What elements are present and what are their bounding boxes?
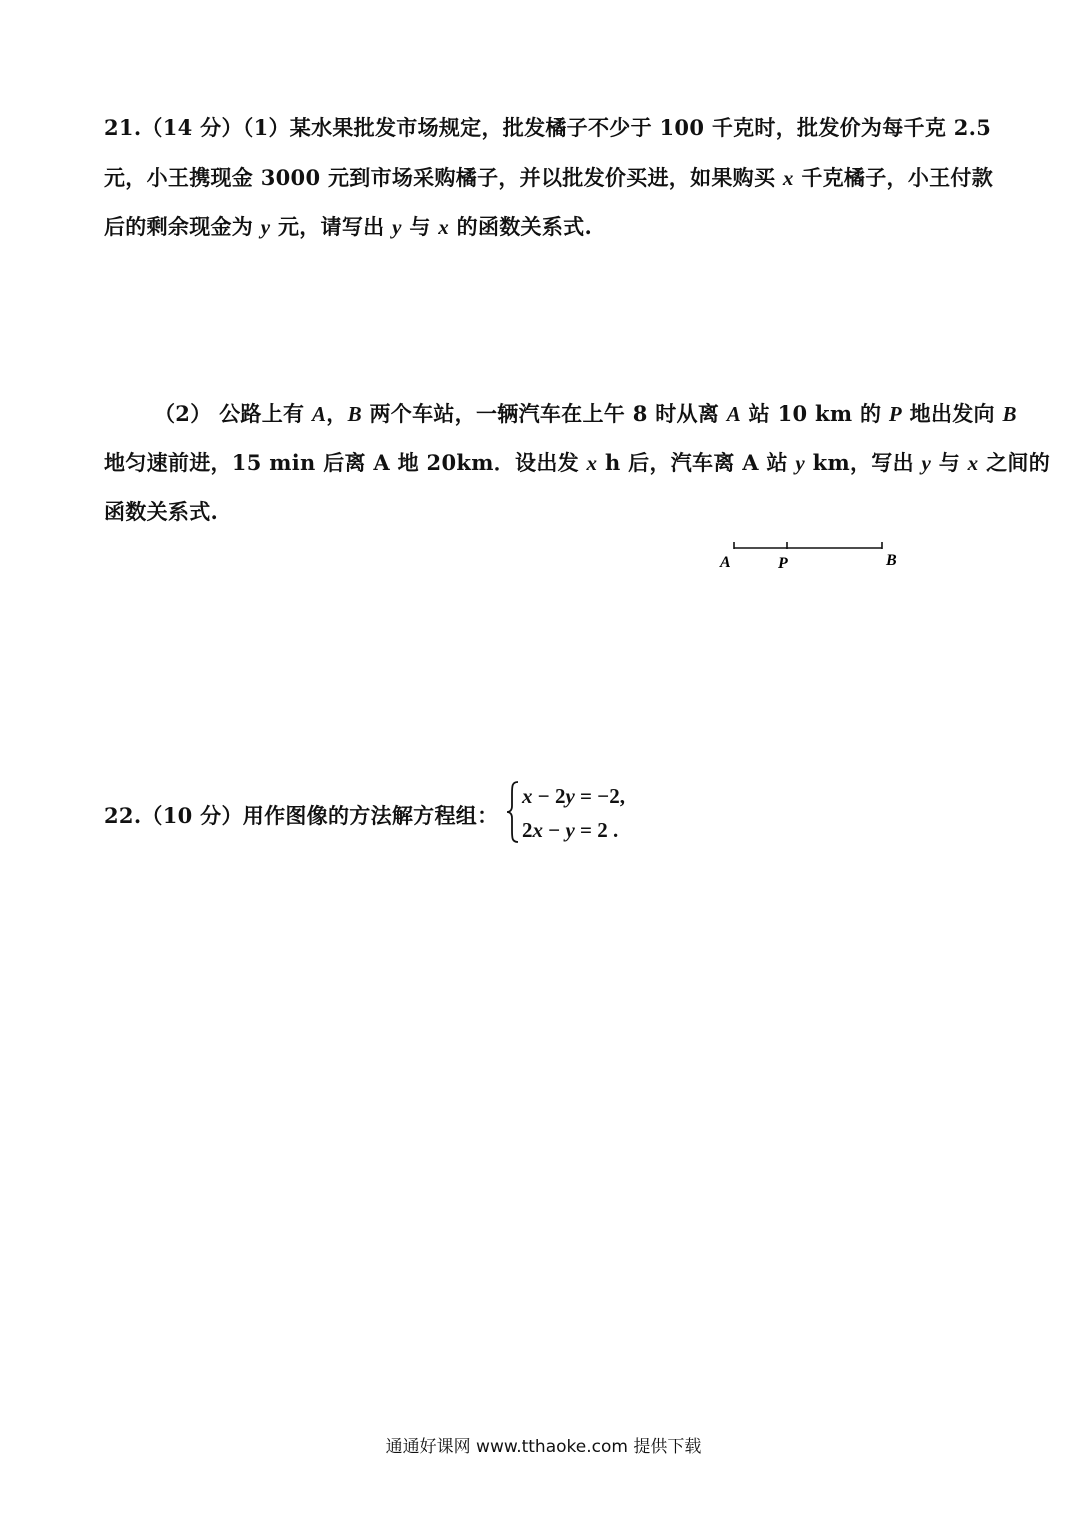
var-x: x [967,451,979,475]
q21-text: 站 10 km 的 [741,401,889,426]
eq-text: − 2 [532,784,566,808]
equation-system [506,780,666,848]
q21-text: 两个车站，一辆汽车在上午 8 时从离 [361,401,727,426]
var-y: y [260,215,271,239]
eq-text: = 2 . [574,818,619,842]
q21-part1-line3 [104,211,592,241]
q21-text: 与 [401,214,439,239]
point-b: B [347,402,362,426]
var-x: x [522,784,533,808]
point-b: B [1002,402,1017,426]
equation-2 [522,818,618,843]
q21-text: 千克橘子，小王付款 [793,165,994,190]
var-y: y [921,451,932,475]
q22-text: 22.（10 分）用作图像的方法解方程组： [104,803,499,828]
eq-text: 2 [522,818,533,842]
q21-text: ， [326,401,348,426]
var-x: x [438,215,450,239]
q21-text: 地出发向 [902,401,1003,426]
q21-text: （2） 公路上有 [154,401,312,426]
var-x: x [586,451,598,475]
var-y: y [795,451,806,475]
q21-text: 元，请写出 [270,214,393,239]
q21-text: 之间的 [978,450,1050,475]
q21-text: 地匀速前进，15 min 后离 A 地 20km．设出发 [104,450,587,475]
q21-part2-line1 [154,398,1017,428]
var-y: y [392,215,402,239]
q21-text: 与 [931,450,968,475]
point-a: A [311,402,327,426]
point-p: P [888,402,903,426]
eq-text: = −2, [574,784,625,808]
q21-part1-line1: 21.（14 分）（1）某水果批发市场规定，批发橘子不少于 100 千克时，批发价为每千克 2.5 [104,115,992,140]
var-x: x [532,818,543,842]
label-p: P [778,555,788,572]
point-a: A [726,402,742,426]
q21-part2-line3: 函数关系式. [104,499,219,524]
var-y: y [565,818,575,842]
eq-text: − [543,818,566,842]
footer-source: 通通好课网 www.tthaoke.com 提供下载 [385,1437,702,1457]
q21-part1-line2 [104,162,993,192]
label-a: A [720,554,731,571]
var-y: y [565,784,575,808]
q21-text: km，写出 [805,450,922,475]
label-b: B [886,552,897,569]
segment-diagram [716,538,906,574]
left-brace-icon [506,780,520,844]
q21-text: h 后，汽车离 A 站 [597,450,796,475]
q21-text: 元，小王携现金 3000 元到市场采购橘子，并以批发价买进，如果购买 [104,165,783,190]
equation-1 [522,784,625,809]
q21-part2-line2 [104,447,1050,477]
q21-text: 后的剩余现金为 [104,214,261,239]
var-x: x [782,166,794,190]
q21-text: 的函数关系式. [449,214,593,239]
